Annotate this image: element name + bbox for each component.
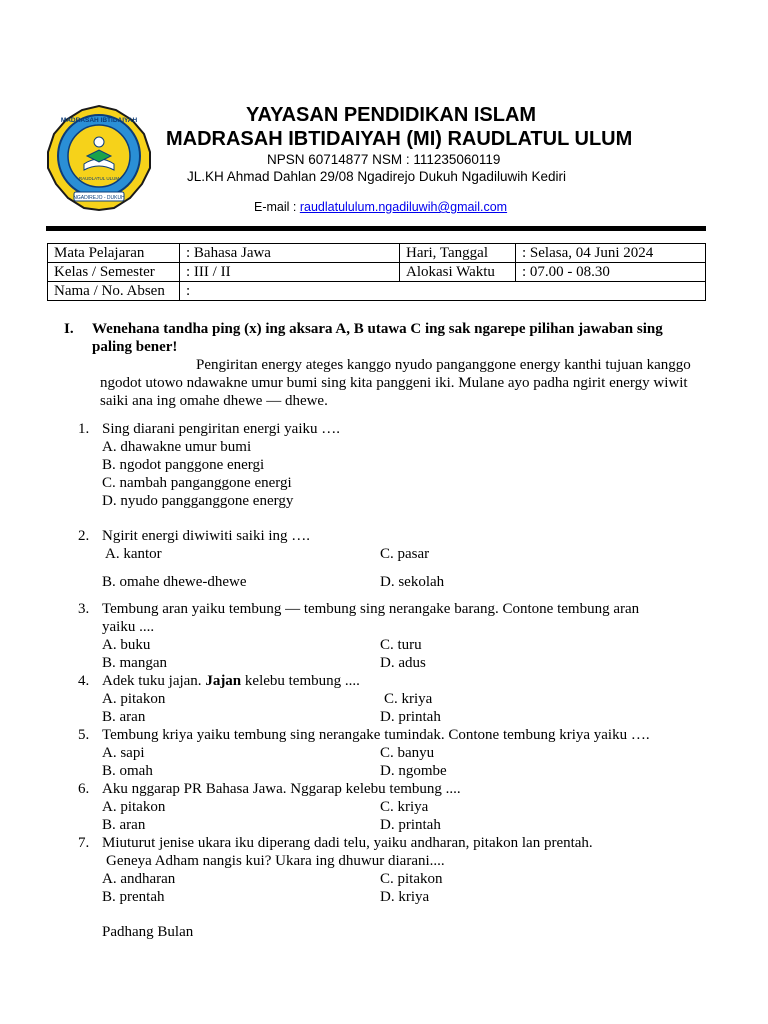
subject-label: Mata Pelajaran <box>48 244 180 263</box>
answer-option[interactable]: A. buku <box>102 637 151 653</box>
question-number: 4. <box>78 673 90 689</box>
answer-option[interactable]: A. pitakon <box>102 799 166 815</box>
answer-option[interactable]: C. kriya <box>380 799 429 815</box>
question-text <box>102 672 360 690</box>
class-value: : III / II <box>180 263 400 282</box>
day-value: : Selasa, 04 Juni 2024 <box>516 244 706 263</box>
answer-option[interactable]: D. printah <box>380 817 441 833</box>
question-number: 6. <box>78 781 90 797</box>
question-text: Aku nggarap PR Bahasa Jawa. Nggarap kelebu tembung .... <box>102 781 461 797</box>
question-number: 1. <box>78 421 90 437</box>
answer-option[interactable]: A. andharan <box>102 871 176 887</box>
answer-option[interactable]: C. pitakon <box>380 871 443 887</box>
answer-option[interactable]: B. aran <box>102 817 146 833</box>
header-divider <box>46 226 706 231</box>
time-value: : 07.00 - 08.30 <box>516 263 706 282</box>
email-label: E-mail : <box>254 200 300 214</box>
answer-option[interactable]: B. prentah <box>102 889 165 905</box>
answer-option[interactable]: B. mangan <box>102 655 167 671</box>
answer-option[interactable]: D. sekolah <box>380 574 445 590</box>
instruction-line-1: Wenehana tandha ping (x) ing aksara A, B utawa C ing sak ngarepe pilihan jawaban sing <box>92 321 663 337</box>
class-label: Kelas / Semester <box>48 263 180 282</box>
table-row <box>48 263 706 282</box>
table-row <box>48 282 706 301</box>
question-text-pre: Adek tuku jajan. <box>102 673 206 689</box>
name-label: Nama / No. Absen <box>48 282 180 301</box>
answer-option[interactable]: C. turu <box>380 637 422 653</box>
school-logo <box>44 104 154 212</box>
answer-option[interactable]: A. kantor <box>105 546 162 562</box>
answer-option[interactable]: B. ngodot panggone energi <box>102 457 265 473</box>
answer-option[interactable]: D. kriya <box>380 889 430 905</box>
logo-top-text: MADRASAH IBTIDAIYAH <box>60 117 138 124</box>
table-row <box>48 244 706 263</box>
question-text-continued: yaiku .... <box>102 619 155 635</box>
answer-option[interactable]: C. pasar <box>380 546 430 562</box>
question-text: Ngirit energi diwiwiti saiki ing …. <box>102 528 311 544</box>
exam-info-table <box>47 243 706 301</box>
answer-option[interactable]: D. ngombe <box>380 763 447 779</box>
school-name: MADRASAH IBTIDAIYAH (MI) RAUDLATUL ULUM <box>166 128 633 150</box>
question-number: 3. <box>78 601 90 617</box>
question-text: Tembung kriya yaiku tembung sing nerangake tumindak. Contone tembung kriya yaiku …. <box>102 727 650 743</box>
answer-option[interactable]: B. omahe dhewe-dhewe <box>102 574 247 590</box>
answer-option[interactable]: C. nambah panganggone energi <box>102 475 292 491</box>
answer-option[interactable]: D. adus <box>380 655 426 671</box>
foundation-name: YAYASAN PENDIDIKAN ISLAM <box>246 104 537 126</box>
day-label: Hari, Tanggal <box>400 244 516 263</box>
question-number: 5. <box>78 727 90 743</box>
email-link[interactable]: raudlatululum.ngadiluwih@gmail.com <box>299 200 508 214</box>
question-number: 2. <box>78 528 90 544</box>
logo-mid-text: RAUDLATUL ULUM <box>78 176 120 181</box>
question-text: Miuturut jenise ukara iku diperang dadi telu, yaiku andharan, pitakon lan prentah. <box>102 835 593 851</box>
subject-value: : Bahasa Jawa <box>180 244 400 263</box>
logo-bottom-text: NGADIREJO - DUKUH <box>73 195 125 201</box>
passage-line-2: ngodot utowo ndawakne umur bumi sing kita panggeni iki. Mulane ayo padha ngirit energy wiwit <box>100 375 688 391</box>
email-line <box>254 200 507 214</box>
passage-line-1: Pengiritan energy ateges kanggo nyudo panganggone energy kanthi tujuan kanggo <box>196 357 691 373</box>
instruction-line-2: paling bener! <box>92 339 178 355</box>
answer-option[interactable]: A. sapi <box>102 745 145 761</box>
answer-option[interactable]: D. printah <box>380 709 441 725</box>
name-field[interactable]: : <box>180 282 706 301</box>
question-text-post: kelebu tembung .... <box>241 673 360 689</box>
question-text: Tembung aran yaiku tembung — tembung sing nerangake barang. Contone tembung aran <box>102 601 640 617</box>
answer-option[interactable]: B. aran <box>102 709 146 725</box>
answer-option[interactable]: A. pitakon <box>102 691 166 707</box>
answer-option[interactable]: A. dhawakne umur bumi <box>102 439 252 455</box>
question-text-continued: Geneya Adham nangis kui? Ukara ing dhuwur diarani.... <box>106 853 445 869</box>
school-address: JL.KH Ahmad Dahlan 29/08 Ngadirejo Dukuh Ngadiluwih Kediri <box>187 169 566 184</box>
question-number: 7. <box>78 835 90 851</box>
question-text: Sing diarani pengiritan energi yaiku …. <box>102 421 341 437</box>
time-label: Alokasi Waktu <box>400 263 516 282</box>
answer-option[interactable]: D. nyudo pangganggone energy <box>102 493 294 509</box>
passage-line-3: saiki ana ing omahe dhewe — dhewe. <box>100 393 328 409</box>
reading-title: Padhang Bulan <box>102 924 194 940</box>
answer-option[interactable]: B. omah <box>102 763 153 779</box>
answer-option[interactable]: C. banyu <box>380 745 435 761</box>
section-number: I. <box>64 321 74 337</box>
school-npsn: NPSN 60714877 NSM : 111235060119 <box>267 152 501 167</box>
question-keyword: Jajan <box>205 673 242 689</box>
answer-option[interactable]: C. kriya <box>384 691 433 707</box>
